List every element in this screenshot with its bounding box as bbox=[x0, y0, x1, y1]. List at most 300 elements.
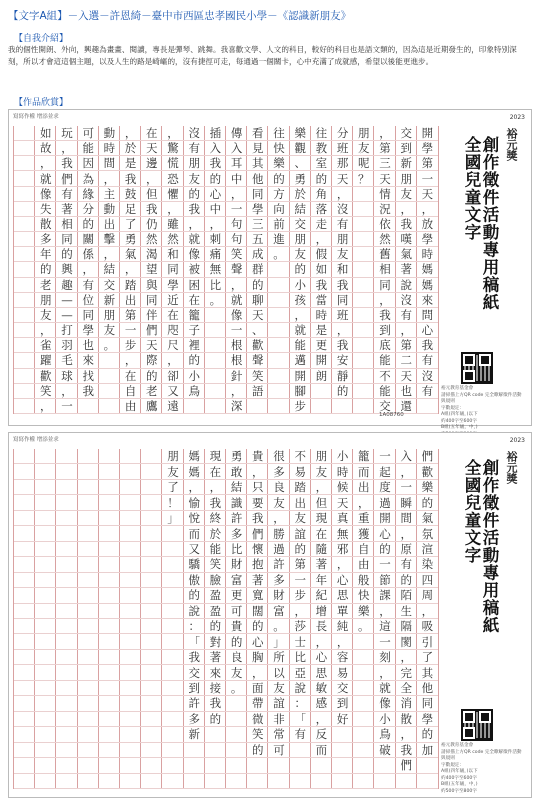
manuscript-cell: 天 bbox=[141, 338, 162, 353]
manuscript-cell bbox=[56, 712, 77, 727]
manuscript-cell: 樂 bbox=[417, 480, 438, 495]
manuscript-cell: 一 bbox=[374, 449, 395, 464]
manuscript-cell: 當 bbox=[311, 293, 332, 308]
manuscript-cell bbox=[290, 758, 311, 773]
manuscript-page-1 bbox=[8, 109, 532, 430]
manuscript-cell: 歡 bbox=[35, 369, 56, 384]
manuscript-cell bbox=[99, 743, 120, 758]
manuscript-cell: 在 bbox=[311, 526, 332, 541]
manuscript-cell: 能 bbox=[374, 353, 395, 368]
manuscript-cell: 毛 bbox=[56, 353, 77, 368]
manuscript-cell bbox=[141, 604, 162, 619]
manuscript-cell: 像 bbox=[374, 696, 395, 711]
manuscript-cell: ， bbox=[120, 353, 141, 368]
manuscript-cell: 以 bbox=[268, 665, 289, 680]
manuscript-cell: 成 bbox=[247, 247, 268, 262]
manuscript-cell: — bbox=[56, 308, 77, 323]
manuscript-cell: 像 bbox=[35, 187, 56, 202]
manuscript-cell bbox=[14, 156, 35, 171]
manuscript-cell: 媽 bbox=[184, 449, 205, 464]
manuscript-cell: 而 bbox=[311, 743, 332, 758]
manuscript-cell bbox=[78, 758, 99, 773]
manuscript-cell: 就 bbox=[35, 171, 56, 186]
manuscript-cell: ， bbox=[268, 511, 289, 526]
manuscript-cell: 可 bbox=[268, 743, 289, 758]
manuscript-cell: 一 bbox=[374, 634, 395, 649]
manuscript-cell: 們 bbox=[56, 171, 77, 186]
manuscript-cell: 朋 bbox=[99, 308, 120, 323]
manuscript-cell: 們 bbox=[396, 758, 417, 773]
manuscript-cell bbox=[268, 758, 289, 773]
manuscript-cell: 長 bbox=[311, 619, 332, 634]
manuscript-cell: 自 bbox=[353, 542, 374, 557]
qr-caption: 裕元教育基金會 bbox=[441, 386, 474, 391]
manuscript-cell: 我 bbox=[205, 156, 226, 171]
manuscript-cell: 懷 bbox=[247, 542, 268, 557]
manuscript-cell bbox=[56, 604, 77, 619]
manuscript-cell: 第 bbox=[417, 156, 438, 171]
manuscript-cell: 課 bbox=[374, 588, 395, 603]
manuscript-cell bbox=[78, 542, 99, 557]
manuscript-cell: 邪 bbox=[332, 542, 353, 557]
manuscript-cell: 主 bbox=[99, 187, 120, 202]
manuscript-cell: 五 bbox=[247, 232, 268, 247]
manuscript-cell: ， bbox=[35, 323, 56, 338]
manuscript-cell: 鷹 bbox=[141, 399, 162, 414]
manuscript-cell bbox=[78, 480, 99, 495]
form-line: 字數規定： bbox=[441, 405, 464, 411]
manuscript-cell: 雀 bbox=[35, 338, 56, 353]
manuscript-cell bbox=[268, 323, 289, 338]
form-line: 約400字至600字 bbox=[441, 418, 477, 424]
form-year: 2023 bbox=[509, 437, 525, 444]
manuscript-cell bbox=[162, 696, 183, 711]
manuscript-cell bbox=[353, 696, 374, 711]
manuscript-cell: 的 bbox=[290, 262, 311, 277]
manuscript-cell: 的 bbox=[290, 542, 311, 557]
manuscript-cell: 然 bbox=[162, 232, 183, 247]
manuscript-cell bbox=[35, 696, 56, 711]
manuscript-cell: 的 bbox=[205, 712, 226, 727]
form-sidebar bbox=[439, 437, 525, 793]
manuscript-cell: ， bbox=[56, 141, 77, 156]
manuscript-cell: 盈 bbox=[205, 604, 226, 619]
form-sidebar bbox=[439, 114, 525, 430]
manuscript-cell bbox=[78, 557, 99, 572]
manuscript-cell: 沒 bbox=[417, 369, 438, 384]
manuscript-cell: 的 bbox=[141, 369, 162, 384]
manuscript-cell: 的 bbox=[184, 353, 205, 368]
manuscript-cell: 學 bbox=[162, 278, 183, 293]
manuscript-cell: ， bbox=[353, 495, 374, 510]
manuscript-cell: 為 bbox=[78, 171, 99, 186]
manuscript-cell: 小 bbox=[290, 278, 311, 293]
manuscript-column bbox=[119, 126, 141, 414]
manuscript-cell: 要 bbox=[247, 495, 268, 510]
manuscript-cell bbox=[141, 526, 162, 541]
manuscript-cell bbox=[99, 774, 120, 789]
manuscript-cell bbox=[205, 384, 226, 399]
manuscript-cell: 一 bbox=[374, 557, 395, 572]
manuscript-cell: 他 bbox=[247, 171, 268, 186]
manuscript-cell: 消 bbox=[396, 696, 417, 711]
manuscript-cell bbox=[141, 449, 162, 464]
manuscript-column bbox=[289, 449, 311, 789]
manuscript-cell: 笑 bbox=[247, 727, 268, 742]
manuscript-cell bbox=[14, 384, 35, 399]
manuscript-cell: 在 bbox=[162, 308, 183, 323]
manuscript-cell: ？ bbox=[353, 171, 374, 186]
manuscript-cell: 更 bbox=[311, 338, 332, 353]
manuscript-cell: 抱 bbox=[247, 557, 268, 572]
manuscript-cell: 帶 bbox=[247, 696, 268, 711]
manuscript-cell: ， bbox=[396, 464, 417, 479]
manuscript-cell bbox=[162, 712, 183, 727]
manuscript-cell: ， bbox=[290, 308, 311, 323]
manuscript-cell: ， bbox=[374, 293, 395, 308]
manuscript-cell: 說 bbox=[290, 681, 311, 696]
manuscript-cell: 被 bbox=[184, 262, 205, 277]
manuscript-cell: 隔 bbox=[396, 619, 417, 634]
manuscript-cell: 交 bbox=[184, 665, 205, 680]
manuscript-cell: 但 bbox=[141, 187, 162, 202]
manuscript-cell: 氛 bbox=[417, 526, 438, 541]
manuscript-cell bbox=[226, 696, 247, 711]
manuscript-cell: 也 bbox=[396, 384, 417, 399]
manuscript-cell: 比 bbox=[290, 650, 311, 665]
manuscript-cell: 許 bbox=[226, 511, 247, 526]
manuscript-cell: 可 bbox=[226, 604, 247, 619]
manuscript-cell: 思 bbox=[311, 665, 332, 680]
manuscript-cell: 誼 bbox=[290, 526, 311, 541]
manuscript-cell: 新 bbox=[99, 293, 120, 308]
manuscript-cell: 時 bbox=[332, 464, 353, 479]
manuscript-cell bbox=[141, 495, 162, 510]
manuscript-cell: 往 bbox=[311, 126, 332, 141]
manuscript-column bbox=[77, 126, 99, 414]
manuscript-cell: 媽 bbox=[417, 278, 438, 293]
manuscript-cell: 一 bbox=[417, 171, 438, 186]
manuscript-cell: 針 bbox=[226, 369, 247, 384]
manuscript-cell bbox=[120, 573, 141, 588]
manuscript-cell: 像 bbox=[184, 247, 205, 262]
manuscript-cell bbox=[120, 665, 141, 680]
manuscript-cell bbox=[290, 743, 311, 758]
manuscript-cell: 和 bbox=[162, 247, 183, 262]
manuscript-cell bbox=[14, 323, 35, 338]
manuscript-cell: ， bbox=[226, 278, 247, 293]
manuscript-cell bbox=[268, 308, 289, 323]
manuscript-cell bbox=[120, 526, 141, 541]
manuscript-cell: 單 bbox=[332, 604, 353, 619]
manuscript-cell: 。 bbox=[353, 619, 374, 634]
manuscript-cell: 友 bbox=[99, 323, 120, 338]
manuscript-cell: 是 bbox=[120, 156, 141, 171]
manuscript-cell: 樂 bbox=[353, 604, 374, 619]
manuscript-cell: 我 bbox=[56, 156, 77, 171]
manuscript-cell: 興 bbox=[56, 262, 77, 277]
manuscript-cell bbox=[353, 369, 374, 384]
manuscript-cell: 籠 bbox=[184, 308, 205, 323]
manuscript-cell bbox=[14, 202, 35, 217]
manuscript-cell: ， bbox=[205, 480, 226, 495]
manuscript-cell: 和 bbox=[332, 262, 353, 277]
manuscript-cell: 。 bbox=[205, 293, 226, 308]
manuscript-cell bbox=[311, 774, 332, 789]
manuscript-cell bbox=[14, 696, 35, 711]
manuscript-cell bbox=[14, 247, 35, 262]
manuscript-cell: 孩 bbox=[290, 293, 311, 308]
manuscript-cell: 財 bbox=[268, 588, 289, 603]
manuscript-cell: 們 bbox=[417, 449, 438, 464]
manuscript-cell bbox=[417, 399, 438, 414]
manuscript-cell: 玩 bbox=[56, 126, 77, 141]
manuscript-cell: 進 bbox=[268, 232, 289, 247]
manuscript-cell bbox=[14, 712, 35, 727]
manuscript-cell bbox=[14, 308, 35, 323]
manuscript-cell: 候 bbox=[332, 480, 353, 495]
manuscript-cell: 樂 bbox=[268, 156, 289, 171]
manuscript-cell bbox=[78, 727, 99, 742]
manuscript-cell bbox=[141, 588, 162, 603]
manuscript-cell: 天 bbox=[417, 187, 438, 202]
manuscript-cell: 重 bbox=[353, 511, 374, 526]
manuscript-column bbox=[161, 449, 183, 789]
manuscript-cell: 。 bbox=[99, 338, 120, 353]
form-line: B組(五年級，中，) bbox=[441, 425, 478, 430]
manuscript-cell: 更 bbox=[226, 588, 247, 603]
manuscript-cell: ， bbox=[226, 187, 247, 202]
manuscript-cell: 笑 bbox=[35, 384, 56, 399]
manuscript-cell: 像 bbox=[226, 308, 247, 323]
manuscript-cell: ， bbox=[396, 323, 417, 338]
manuscript-cell bbox=[14, 665, 35, 680]
manuscript-cell bbox=[35, 758, 56, 773]
manuscript-cell bbox=[99, 665, 120, 680]
manuscript-cell bbox=[120, 449, 141, 464]
manuscript-cell bbox=[205, 774, 226, 789]
manuscript-cell: 的 bbox=[56, 247, 77, 262]
manuscript-cell bbox=[14, 262, 35, 277]
manuscript-cell: 一 bbox=[290, 573, 311, 588]
manuscript-cell: 教 bbox=[311, 141, 332, 156]
manuscript-cell bbox=[162, 758, 183, 773]
manuscript-cell bbox=[353, 278, 374, 293]
manuscript-cell: 於 bbox=[205, 526, 226, 541]
manuscript-cell bbox=[332, 399, 353, 414]
manuscript-cell: ， bbox=[374, 604, 395, 619]
manuscript-cell: 終 bbox=[205, 511, 226, 526]
manuscript-cell: 出 bbox=[290, 495, 311, 510]
manuscript-cell bbox=[311, 758, 332, 773]
manuscript-cell: 的 bbox=[184, 588, 205, 603]
manuscript-cell: 位 bbox=[78, 293, 99, 308]
manuscript-cell: 他 bbox=[417, 681, 438, 696]
manuscript-cell bbox=[247, 774, 268, 789]
manuscript-cell: 著 bbox=[56, 202, 77, 217]
manuscript-cell bbox=[56, 588, 77, 603]
manuscript-cell: 朋 bbox=[332, 232, 353, 247]
manuscript-cell bbox=[353, 384, 374, 399]
manuscript-cell: 聲 bbox=[247, 353, 268, 368]
manuscript-cell bbox=[226, 727, 247, 742]
manuscript-cell: 小 bbox=[374, 712, 395, 727]
manuscript-cell bbox=[35, 495, 56, 510]
manuscript-cell bbox=[14, 557, 35, 572]
manuscript-cell bbox=[141, 774, 162, 789]
manuscript-cell: 開 bbox=[290, 369, 311, 384]
manuscript-cell: 相 bbox=[56, 217, 77, 232]
manuscript-cell: ， bbox=[332, 634, 353, 649]
manuscript-column bbox=[267, 126, 289, 414]
manuscript-cell bbox=[14, 217, 35, 232]
manuscript-cell: 學 bbox=[247, 202, 268, 217]
manuscript-cell: 躍 bbox=[35, 353, 56, 368]
manuscript-cell bbox=[78, 774, 99, 789]
manuscript-cell bbox=[35, 634, 56, 649]
manuscript-cell: 染 bbox=[417, 557, 438, 572]
manuscript-cell: 遠 bbox=[162, 399, 183, 414]
manuscript-cell: 勇 bbox=[120, 232, 141, 247]
manuscript-cell: 良 bbox=[268, 480, 289, 495]
manuscript-cell: 陌 bbox=[396, 588, 417, 603]
manuscript-cell: 能 bbox=[78, 141, 99, 156]
manuscript-cell: 失 bbox=[35, 202, 56, 217]
manuscript-cell: 朋 bbox=[311, 449, 332, 464]
manuscript-cell: 有 bbox=[417, 384, 438, 399]
manuscript-cell: 鳥 bbox=[184, 384, 205, 399]
manuscript-cell: 的 bbox=[184, 187, 205, 202]
manuscript-cell: 友 bbox=[290, 511, 311, 526]
manuscript-cell: 因 bbox=[78, 156, 99, 171]
manuscript-cell bbox=[35, 526, 56, 541]
manuscript-cell: 我 bbox=[396, 743, 417, 758]
manuscript-cell bbox=[99, 399, 120, 414]
form-line: 約400字至600字 bbox=[441, 775, 477, 781]
manuscript-cell: 友 bbox=[226, 665, 247, 680]
manuscript-cell: 闊 bbox=[247, 604, 268, 619]
manuscript-cell: 懼 bbox=[162, 187, 183, 202]
pencil-mark: 1A08760 bbox=[379, 412, 404, 418]
manuscript-cell bbox=[14, 604, 35, 619]
manuscript-cell: 可 bbox=[78, 126, 99, 141]
manuscript-cell bbox=[353, 247, 374, 262]
manuscript-cell: 的 bbox=[417, 727, 438, 742]
manuscript-cell: ， bbox=[332, 557, 353, 572]
manuscript-cell: ， bbox=[374, 126, 395, 141]
manuscript-cell: 友 bbox=[332, 247, 353, 262]
manuscript-cell: 我 bbox=[396, 217, 417, 232]
manuscript-cell: 有 bbox=[396, 557, 417, 572]
manuscript-cell bbox=[353, 353, 374, 368]
manuscript-cell bbox=[226, 758, 247, 773]
manuscript-cell bbox=[417, 774, 438, 789]
manuscript-cell: 比 bbox=[226, 542, 247, 557]
manuscript-cell: 痛 bbox=[205, 247, 226, 262]
manuscript-column bbox=[331, 126, 353, 414]
manuscript-cell: 多 bbox=[184, 712, 205, 727]
manuscript-cell: 多 bbox=[226, 526, 247, 541]
manuscript-cell: 同 bbox=[162, 262, 183, 277]
manuscript-cell: 聲 bbox=[226, 262, 247, 277]
manuscript-cell bbox=[56, 634, 77, 649]
form-line: 字數規定： bbox=[441, 762, 464, 768]
manuscript-cell: 安 bbox=[332, 353, 353, 368]
manuscript-column bbox=[13, 126, 35, 414]
manuscript-cell: 現 bbox=[311, 511, 332, 526]
manuscript-cell: 同 bbox=[417, 696, 438, 711]
manuscript-cell: 心 bbox=[374, 526, 395, 541]
manuscript-cell bbox=[120, 604, 141, 619]
manuscript-cell: ， bbox=[205, 217, 226, 232]
manuscript-cell bbox=[184, 743, 205, 758]
manuscript-cell bbox=[205, 727, 226, 742]
manuscript-cell: 觀 bbox=[290, 141, 311, 156]
manuscript-cell: 吸 bbox=[417, 619, 438, 634]
manuscript-cell: 交 bbox=[374, 399, 395, 414]
manuscript-cell: 的 bbox=[247, 619, 268, 634]
manuscript-cell: ， bbox=[78, 262, 99, 277]
manuscript-cell bbox=[14, 293, 35, 308]
manuscript-cell: 然 bbox=[141, 232, 162, 247]
manuscript-cell: 交 bbox=[99, 278, 120, 293]
manuscript-cell: 很 bbox=[268, 449, 289, 464]
manuscript-cell: 我 bbox=[205, 495, 226, 510]
manuscript-cell: 鼓 bbox=[120, 187, 141, 202]
manuscript-cell: 有 bbox=[332, 217, 353, 232]
manuscript-cell bbox=[353, 232, 374, 247]
manuscript-cell: 朋 bbox=[35, 293, 56, 308]
manuscript-cell: 又 bbox=[162, 384, 183, 399]
manuscript-cell bbox=[56, 681, 77, 696]
manuscript-cell: 我 bbox=[247, 511, 268, 526]
manuscript-cell bbox=[99, 495, 120, 510]
manuscript-cell: 緣 bbox=[78, 187, 99, 202]
manuscript-cell: 學 bbox=[417, 232, 438, 247]
manuscript-column bbox=[331, 449, 353, 789]
manuscript-cell: 到 bbox=[184, 681, 205, 696]
manuscript-cell: 快 bbox=[268, 141, 289, 156]
manuscript-cell: ， bbox=[247, 665, 268, 680]
manuscript-column bbox=[395, 449, 417, 789]
manuscript-cell bbox=[311, 384, 332, 399]
manuscript-cell: 係 bbox=[78, 247, 99, 262]
manuscript-cell: 勝 bbox=[268, 526, 289, 541]
manuscript-cell bbox=[14, 187, 35, 202]
manuscript-cell bbox=[205, 323, 226, 338]
manuscript-cell: 由 bbox=[353, 557, 374, 572]
manuscript-cell bbox=[120, 634, 141, 649]
manuscript-cell: 「 bbox=[184, 634, 205, 649]
manuscript-cell: 時 bbox=[311, 308, 332, 323]
manuscript-column bbox=[246, 126, 268, 414]
manuscript-cell: ， bbox=[56, 384, 77, 399]
manuscript-cell bbox=[120, 619, 141, 634]
manuscript-cell bbox=[268, 338, 289, 353]
manuscript-cell: 第 bbox=[290, 557, 311, 572]
manuscript-cell: 寬 bbox=[247, 588, 268, 603]
manuscript-cell bbox=[99, 369, 120, 384]
manuscript-cell: 」 bbox=[268, 634, 289, 649]
manuscript-cell: ， bbox=[141, 171, 162, 186]
manuscript-cell bbox=[141, 696, 162, 711]
manuscript-column bbox=[373, 449, 395, 789]
manuscript-cell: 易 bbox=[332, 665, 353, 680]
manuscript-cell: 媽 bbox=[417, 262, 438, 277]
manuscript-cell: 我 bbox=[311, 278, 332, 293]
manuscript-cell: 舊 bbox=[374, 247, 395, 262]
manuscript-cell: 財 bbox=[226, 557, 247, 572]
